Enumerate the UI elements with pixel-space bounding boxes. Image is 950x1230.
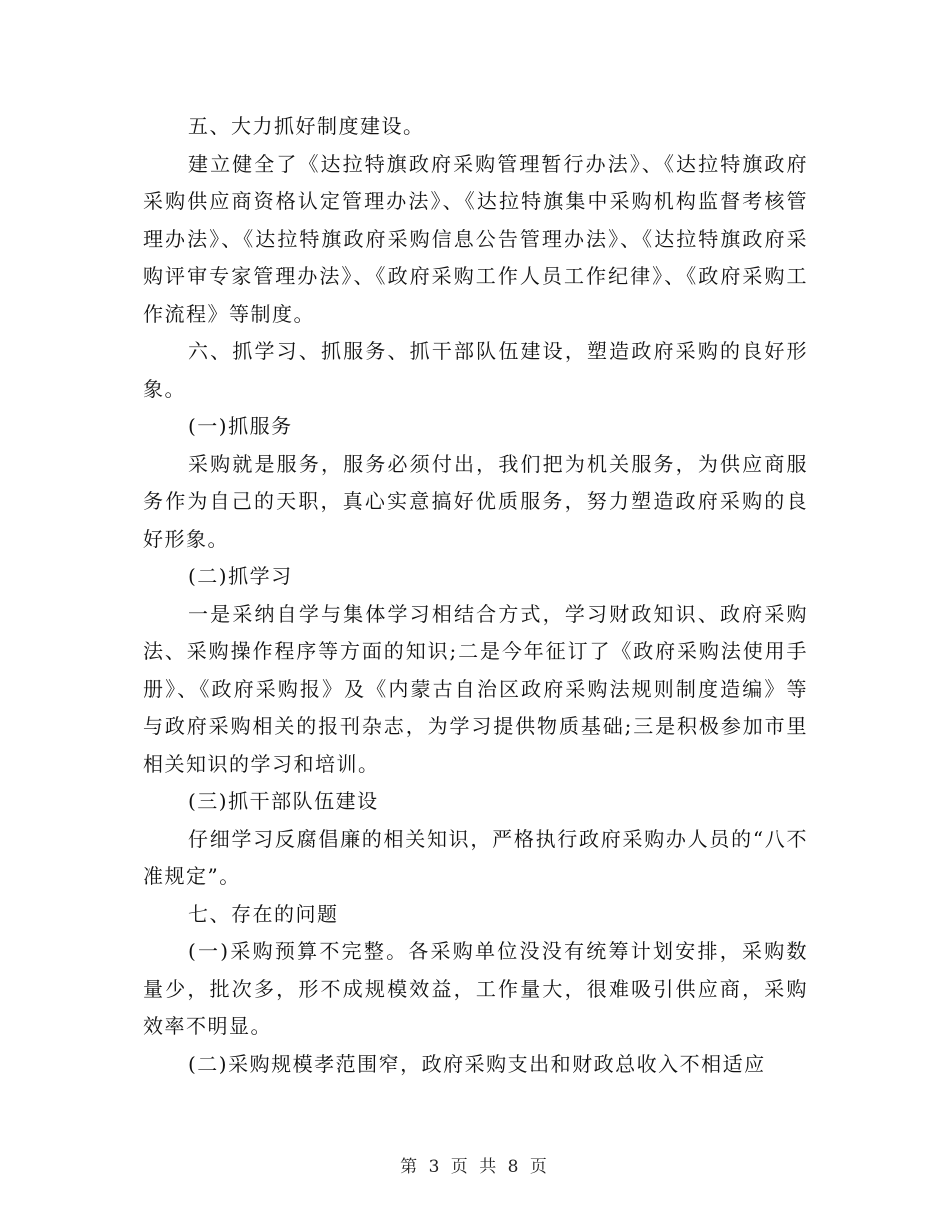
paragraph-service: 采购就是服务，服务必须付出，我们把为机关服务，为供应商服务作为自己的天职，真心实意搞好优质服务，努力塑造政府采购的良好形象。: [143, 451, 808, 551]
section-heading-6: 六、抓学习、抓服务、抓干部队伍建设，塑造政府采购的良好形象。: [143, 339, 808, 401]
paragraph-study: 一是采纳自学与集体学习相结合方式，学习财政知识、政府采购法、采购操作程序等方面的知识;二是今年征订了《政府采购法使用手册》、《政府采购报》及《内蒙古自治区政府采购法规则制度造编》等与政府采购相关的报刊杂志，为学习提供物质基础;三是积极参加市里相关知识的学习和培训。: [143, 601, 808, 776]
subheading-team: (三)抓干部队伍建设: [188, 789, 379, 813]
subheading-study: (二)抓学习: [188, 564, 293, 588]
paragraph-team: 仔细学习反腐倡廉的相关知识，严格执行政府采购办人员的“八不准规定”。: [143, 826, 808, 888]
section-heading-7: 七、存在的问题: [188, 901, 339, 926]
paragraph-problem-1: (一)采购预算不完整。各采购单位没没有统筹计划安排，采购数量少，批次多，形不成规模效益，工作量大，很难吸引供应商，采购效率不明显。: [143, 939, 808, 1038]
document-body: [143, 108, 808, 1083]
paragraph-problem-2: (二)采购规模孝范围窄，政府采购支出和财政总收入不相适应: [188, 1051, 766, 1076]
paragraph-regulations: 建立健全了《达拉特旗政府采购管理暂行办法》、《达拉特旗政府采购供应商资格认定管理办法》、《达拉特旗集中采购机构监督考核管理办法》、《达拉特旗政府采购信息公告管理办法》、《达拉特旗政府采购评审专家管理办法》、《政府采购工作人员工作纪律》、《政府采购工作流程》等制度。: [143, 151, 808, 326]
subheading-service: (一)抓服务: [188, 414, 293, 438]
section-heading-5: 五、大力抓好制度建设。: [188, 114, 425, 138]
page-footer: 第 3 页 共 8 页: [400, 1157, 550, 1177]
